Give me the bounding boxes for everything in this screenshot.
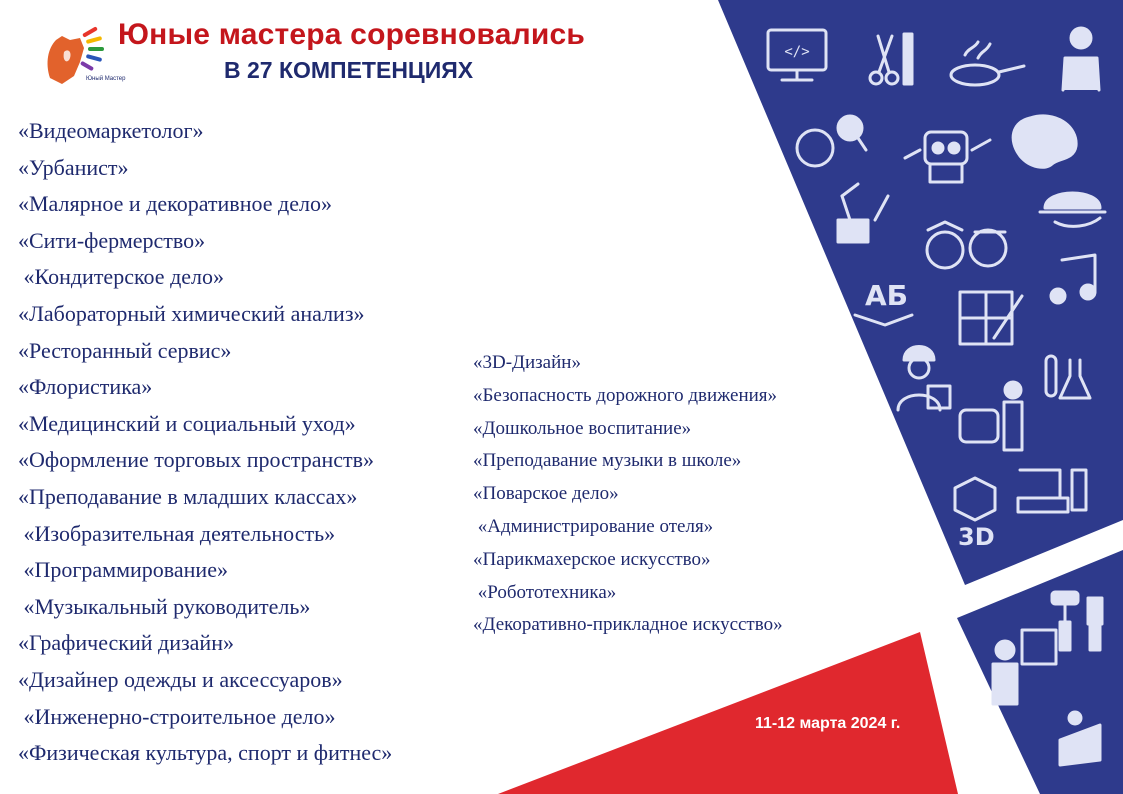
- lab-flask-icon: [1046, 356, 1090, 398]
- computer-code-icon: [768, 30, 826, 80]
- scissors-comb-icon: [870, 34, 912, 84]
- list-item: «Кондитерское дело»: [18, 264, 225, 290]
- list-item: «Физическая культура, спорт и фитнес»: [18, 740, 393, 766]
- shop-worker-icon: [993, 630, 1056, 704]
- robot-icon: [905, 132, 990, 182]
- page-subtitle: В 27 КОМПЕТЕНЦИЯХ: [224, 57, 474, 83]
- list-item: «Лабораторный химический анализ»: [18, 300, 365, 326]
- music-note-icon: [1051, 255, 1095, 303]
- waiter-icon: [1063, 28, 1099, 90]
- list-item: «Преподавание в младших классах»: [18, 483, 358, 509]
- list-item: «Декоративно-прикладное искусство»: [473, 614, 783, 636]
- list-item: «Оформление торговых пространств»: [18, 447, 375, 473]
- children-faces-icon: [927, 222, 1006, 268]
- alphabet-book-icon: [855, 279, 912, 325]
- svg-text:АБ: АБ: [865, 279, 909, 312]
- list-item: «Робототехника»: [473, 581, 617, 603]
- svg-text:3D: 3D: [958, 523, 995, 551]
- page-title: Юные мастера соревновались: [118, 18, 586, 51]
- list-item: «Поварское дело»: [473, 483, 619, 505]
- engineer-icon: [898, 347, 950, 411]
- list-item: «Преподавание музыки в школе»: [473, 450, 742, 472]
- robotic-arm-icon: [838, 184, 888, 242]
- list-item: «Графический дизайн»: [18, 630, 234, 656]
- cake-icon: [1060, 712, 1100, 765]
- list-item: «Дизайнер одежды и аксессуаров»: [18, 666, 343, 692]
- list-item: «Видеомаркетолог»: [18, 118, 204, 143]
- list-item: «Изобразительная деятельность»: [18, 520, 336, 546]
- list-item: «Сити-фермерство»: [18, 227, 206, 253]
- frying-pan-icon: [951, 42, 1024, 85]
- palette-icon: [1013, 116, 1076, 167]
- drawing-board-icon: [960, 292, 1022, 344]
- list-item: «Безопасность дорожного движения»: [473, 384, 778, 406]
- list-item: «Медицинский и социальный уход»: [18, 410, 356, 436]
- list-item: «Ресторанный сервис»: [18, 337, 232, 363]
- list-item: «Парикмахерское искусство»: [473, 548, 711, 570]
- paint-roller-icon: [1052, 592, 1102, 650]
- sewing-machine-icon: [1018, 470, 1086, 512]
- list-item: «Флористика»: [18, 374, 153, 400]
- list-item: «Малярное и декоративное дело»: [18, 191, 332, 217]
- list-item: «Инженерно-строительное дело»: [18, 703, 336, 729]
- list-item: «Дошкольное воспитание»: [473, 417, 692, 439]
- sports-balls-icon: [797, 116, 866, 166]
- 3d-cube-icon: [955, 478, 995, 551]
- list-item: «3D-Дизайн»: [473, 352, 581, 373]
- list-item: «Администрирование отеля»: [473, 515, 714, 537]
- svg-text:</>: </>: [784, 44, 810, 60]
- list-item: «Программирование»: [18, 557, 228, 583]
- traffic-police-icon: [960, 382, 1022, 450]
- cloche-icon: [1040, 193, 1105, 226]
- event-date: 11-12 марта 2024 г.: [755, 715, 901, 732]
- list-item: «Урбанист»: [18, 154, 129, 180]
- list-item: «Музыкальный руководитель»: [18, 593, 311, 619]
- logo-text: Юный Мастер: [86, 76, 126, 82]
